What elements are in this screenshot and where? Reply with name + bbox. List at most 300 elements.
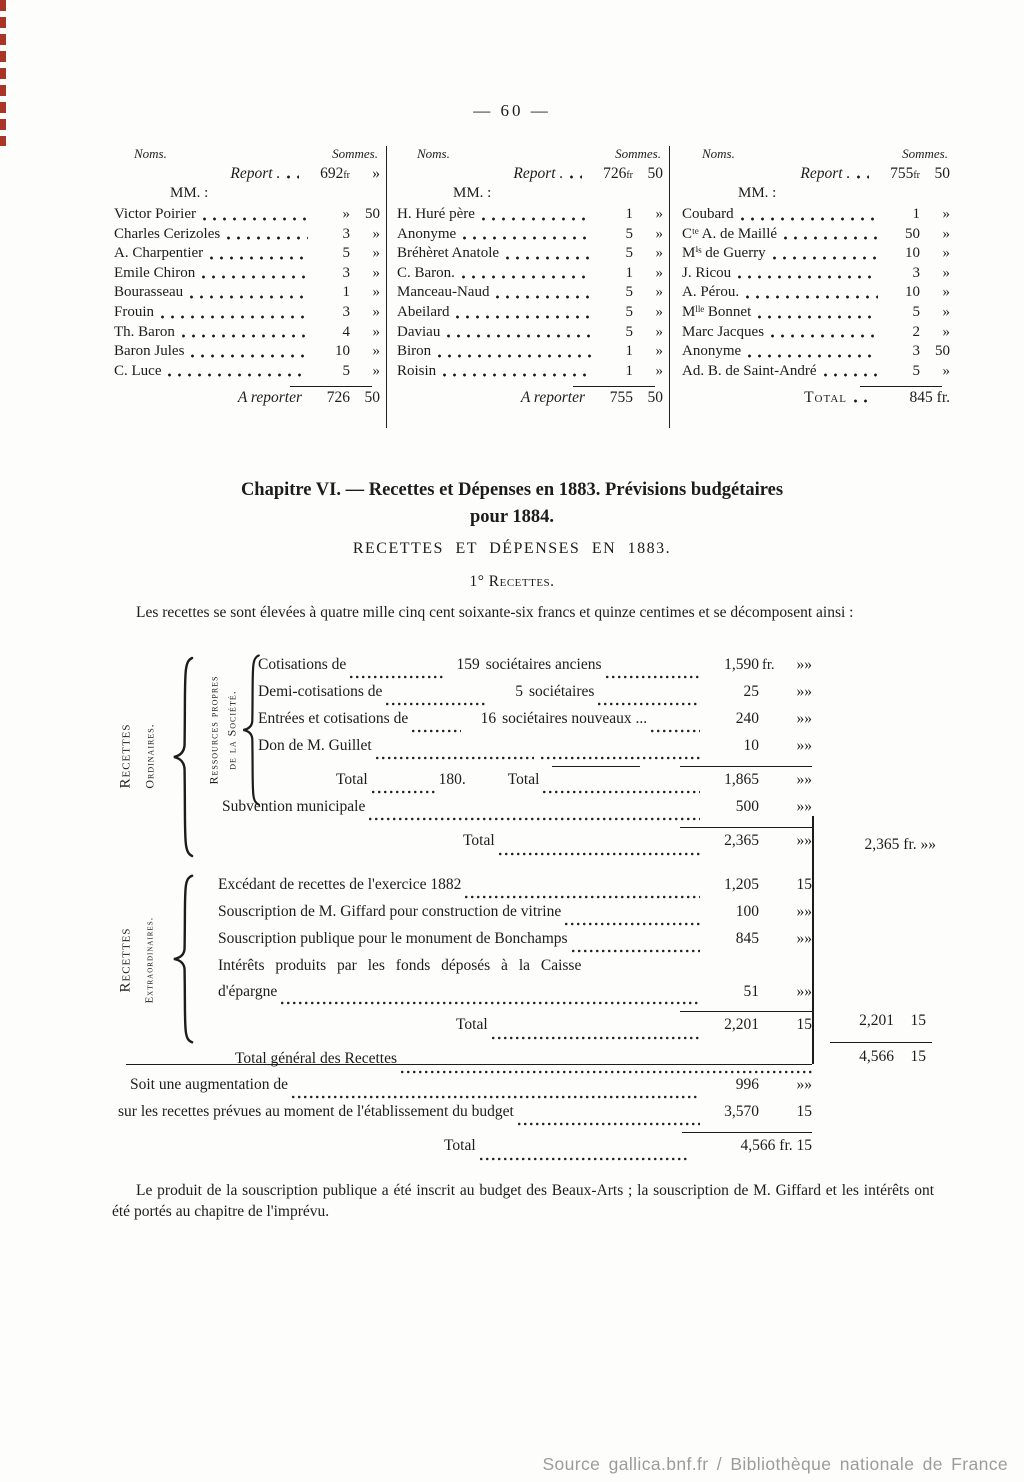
dot-leader: [350, 675, 444, 679]
subscriber-row: [114, 205, 380, 225]
recettes-extraordinaires-label-1: Recettes: [117, 927, 134, 993]
row-label: Excédant de recettes de l'exercice 1882: [218, 876, 462, 893]
augmentation-row-1: [112, 1076, 812, 1103]
dot-leader: [292, 1095, 700, 1099]
augmentation-section: [112, 1076, 812, 1165]
amount-francs: 3: [342, 264, 350, 281]
subscriber-row: [397, 244, 663, 264]
a-reporter-row: [397, 389, 663, 407]
subscriber-row: [682, 264, 950, 284]
total-label: Total: [463, 832, 495, 849]
amount-centimes: »: [655, 343, 663, 360]
row-label: Souscription de M. Giffard pour construction de vitrine: [218, 903, 562, 920]
grand-total-francs: 4,566: [859, 1048, 894, 1065]
amount-francs: 100: [735, 903, 759, 920]
mm-label: MM. :: [170, 185, 209, 201]
page-number: — 60 —: [473, 101, 551, 120]
report-francs: 755: [890, 165, 914, 182]
francs-unit: fr: [913, 170, 920, 181]
section-rule: [126, 1064, 812, 1065]
a-reporter-label: A reporter: [520, 389, 585, 407]
amount-francs: 5: [625, 323, 633, 340]
amount-francs: 1: [912, 206, 920, 222]
amount-francs: 996: [735, 1076, 759, 1093]
subscriber-row: [682, 303, 950, 323]
subscriber-name: Emile Chiron: [114, 264, 196, 281]
dot-leader: [447, 334, 591, 338]
societaires-text: sociétaires nouveaux ...: [502, 710, 648, 727]
subscriber-name: Anonyme: [397, 225, 457, 242]
dot-leader: [565, 922, 700, 926]
a-reporter-label: A reporter: [237, 389, 302, 407]
subscriber-row: [682, 225, 950, 245]
subtotal-label-2: Total: [507, 771, 540, 788]
summary-francs: 2,201: [859, 1012, 894, 1029]
subscriber-name: Coubard: [682, 206, 734, 222]
total-value: 845 fr.: [909, 389, 950, 407]
subscriber-name: Ad. B. de Saint-André: [682, 362, 817, 379]
amount-francs: 50: [905, 225, 920, 242]
subscriber-name: Mⁱˢ de Guerry: [682, 245, 766, 262]
report-centimes: 50: [934, 165, 950, 182]
gallica-source-footer: Source gallica.bnf.fr / Bibliothèque nationale de France: [542, 1454, 1008, 1474]
row-label: sur les recettes prévues au moment de l'établissement du budget: [118, 1103, 514, 1120]
amount-centimes: »: [372, 303, 380, 320]
amount-francs: 5: [342, 245, 350, 262]
subscriber-row: [397, 225, 663, 245]
dot-leader: [606, 675, 700, 679]
dot-leader: [480, 1157, 689, 1161]
amount-francs: 3: [342, 303, 350, 320]
amount-francs: 1: [342, 284, 350, 301]
subtotal-centimes: »»: [796, 771, 812, 788]
amount-centimes: »: [655, 303, 663, 320]
amount-francs: 1,205: [724, 876, 759, 893]
interets-row-line-2: [218, 983, 812, 1009]
dot-leader: [506, 256, 591, 260]
rule-180: [552, 766, 640, 767]
amount-centimes: 50: [365, 206, 380, 222]
recettes-ordinaires-label-1: Recettes: [117, 723, 134, 789]
recette-row: [258, 683, 812, 710]
dot-leader: [443, 373, 591, 377]
dot-leader: [496, 295, 591, 299]
dot-leader: [210, 256, 308, 260]
dot-leader: [541, 756, 700, 760]
sommes-header: Sommes.: [615, 146, 661, 161]
amount-centimes: »»: [796, 930, 812, 947]
grand-total-label: Total général des Recettes: [235, 1050, 398, 1067]
extraordinary-receipts-rows: [218, 876, 812, 1078]
summary-divider: [812, 816, 814, 1064]
subscriber-name: C. Luce: [114, 362, 162, 379]
dot-leader: [462, 275, 591, 279]
subscriber-row: [682, 244, 950, 264]
subtotal-francs: 1,865: [724, 771, 759, 788]
subscriber-row: [114, 303, 380, 323]
dot-leader: [651, 729, 700, 733]
amount-francs: 1: [625, 206, 633, 222]
dot-leader: [227, 236, 308, 240]
augmentation-total-row: [112, 1137, 812, 1165]
report-label: Report .: [800, 165, 851, 182]
dot-leader: [570, 175, 582, 179]
dot-leader: [598, 702, 700, 706]
subscriber-name: Daviau: [397, 323, 441, 340]
amount-francs: 5: [625, 284, 633, 301]
amount-centimes: »: [655, 284, 663, 301]
subtotal-row: [258, 771, 812, 798]
subscriber-list: [114, 205, 380, 381]
amount-centimes: »: [942, 362, 950, 379]
recette-row: [218, 876, 812, 903]
subscription-table: [110, 146, 956, 428]
amount-centimes: »: [655, 323, 663, 340]
subscriber-row: [114, 244, 380, 264]
dot-leader: [748, 354, 878, 358]
subscriber-name: Bourasseau: [114, 284, 184, 301]
summary-centimes: 15: [910, 1012, 926, 1029]
row-label: d'épargne: [218, 983, 278, 1000]
amount-centimes: »: [655, 206, 663, 222]
subscriber-row: [114, 264, 380, 284]
amount-francs: 1,590: [724, 656, 759, 673]
francs-unit: fr.: [762, 657, 775, 673]
amount-centimes: »: [655, 225, 663, 242]
row-label: Demi-cotisations de: [258, 683, 383, 700]
dot-leader: [499, 852, 700, 856]
total-value: 4,566 fr. 15: [740, 1137, 812, 1154]
dot-leader: [168, 373, 308, 377]
dot-leader: [438, 354, 591, 358]
noms-header: Noms.: [134, 146, 167, 161]
total-row: [682, 389, 950, 407]
section-heading: RECETTES ET DÉPENSES EN 1883.: [352, 540, 672, 557]
summary-ordinary: [824, 836, 936, 854]
subscriber-row: [682, 323, 950, 343]
noms-header: Noms.: [417, 146, 450, 161]
dot-leader: [463, 236, 591, 240]
recette-row: [218, 930, 812, 957]
curly-brace-icon: [170, 874, 196, 1044]
rule-money: [682, 1132, 812, 1133]
amount-francs: »: [342, 206, 350, 222]
amount-francs: 3: [912, 264, 920, 281]
summary-value: 2,365 fr. »»: [864, 836, 936, 853]
summary-extraordinary: [824, 1012, 926, 1030]
subscriber-row: [682, 205, 950, 225]
sum-rule-row: [112, 1130, 812, 1137]
amount-centimes: 50: [935, 343, 950, 360]
dot-leader: [465, 895, 700, 899]
recettes-table: [112, 656, 936, 1078]
dot-leader: [572, 949, 700, 953]
subvention-label: Subvention municipale: [222, 798, 366, 815]
column-header: [702, 146, 948, 162]
subscriber-row: [397, 323, 663, 343]
chapter-line-2: pour 1884.: [470, 507, 554, 527]
amount-francs: 3: [912, 343, 920, 360]
report-label: Report .: [513, 165, 564, 182]
dot-leader: [401, 1070, 812, 1074]
amount-francs: 845: [735, 930, 759, 947]
footer-centimes: 50: [364, 389, 380, 407]
dot-leader: [824, 373, 878, 377]
amount-francs: 51: [743, 983, 759, 1000]
row-label: Entrées et cotisations de: [258, 710, 409, 727]
subscriber-name: Charles Cerizoles: [114, 225, 221, 242]
total-francs: 2,201: [724, 1016, 759, 1033]
amount-francs: 10: [905, 284, 920, 301]
subscriber-name: A. Charpentier: [114, 245, 204, 262]
amount-francs: 25: [743, 683, 760, 700]
subvention-centimes: »»: [796, 798, 812, 815]
dot-leader: [161, 315, 308, 319]
amount-centimes: »: [372, 323, 380, 340]
dot-leader: [202, 275, 308, 279]
amount-centimes: »: [942, 284, 950, 301]
dot-leader: [456, 315, 591, 319]
ressources-propres-label-1: Ressources propres: [206, 675, 221, 785]
subscriber-name: Anonyme: [682, 343, 742, 360]
societaires-count: 5: [515, 683, 523, 700]
subvention-row: [222, 798, 812, 825]
subscriber-name: C. Baron.: [397, 264, 455, 281]
extraordinary-total-row: [218, 1016, 812, 1044]
rule-money: [680, 1011, 812, 1012]
dot-leader: [287, 175, 299, 179]
recette-row: [258, 710, 812, 737]
sum-rule-row: [218, 1009, 812, 1016]
mm-label: MM. :: [453, 185, 492, 201]
row-label: Souscription publique pour le monument de Bonchamps: [218, 930, 568, 947]
report-row: [397, 165, 663, 183]
subscriber-row: [114, 225, 380, 245]
dot-leader: [784, 236, 878, 240]
subscriber-row: [682, 362, 950, 382]
recettes-ordinaires-label-2: Ordinaires.: [142, 723, 157, 789]
subscriber-row: [114, 323, 380, 343]
dot-leader: [773, 256, 878, 260]
ordinary-total-row: [258, 832, 812, 860]
sommes-header: Sommes.: [332, 146, 378, 161]
dot-leader: [412, 729, 461, 733]
amount-centimes: »: [655, 264, 663, 281]
dot-leader: [857, 175, 869, 179]
summary-grand-total: [824, 1048, 926, 1066]
row-label: Intérêts produits par les fonds déposés à la Caisse: [218, 957, 582, 974]
amount-centimes: »»: [796, 683, 813, 700]
societaires-text: sociétaires: [529, 683, 595, 700]
societaires-count: 159: [456, 656, 480, 673]
subscriber-name: J. Ricou: [682, 264, 732, 281]
curly-brace-icon: [170, 656, 196, 858]
subscriber-list: [397, 205, 663, 381]
report-centimes: 50: [647, 165, 663, 182]
dot-leader: [369, 817, 700, 821]
chapter-heading: [0, 477, 1024, 531]
subscriber-name: Marc Jacques: [682, 323, 765, 340]
dot-leader: [386, 702, 488, 706]
sum-rule-row: [258, 764, 812, 771]
amount-centimes: »: [942, 245, 950, 262]
amount-francs: 3: [342, 225, 350, 242]
subscriber-name: Biron: [397, 343, 432, 360]
subscriber-row: [682, 283, 950, 303]
report-row: [114, 165, 380, 183]
footer-francs: 726: [326, 389, 350, 407]
amount-francs: 5: [625, 245, 633, 262]
dot-leader: [738, 275, 878, 279]
subscriber-name: Mˡˡᵉ Bonnet: [682, 303, 752, 320]
amount-centimes: »: [372, 343, 380, 360]
footer-francs: 755: [609, 389, 633, 407]
dot-leader: [758, 315, 878, 319]
subsection-heading: 1° Recettes.: [469, 573, 555, 590]
row-label: Don de M. Guillet: [258, 737, 372, 754]
dot-leader: [190, 295, 308, 299]
amount-centimes: »»: [796, 1076, 812, 1093]
subscription-column-2: [387, 146, 670, 428]
subtotal-label-1: Total: [336, 771, 368, 788]
row-label: Cotisations de: [258, 656, 347, 673]
amount-francs: 5: [912, 362, 920, 379]
amount-centimes: »: [372, 284, 380, 301]
subscriber-name: Victor Poirier: [114, 206, 196, 222]
total-centimes: 15: [796, 1016, 812, 1033]
dot-leader: [482, 217, 591, 221]
francs-unit: fr: [343, 170, 350, 181]
dot-leader: [854, 399, 874, 403]
subscriber-name: Roisin: [397, 362, 437, 379]
interets-row-line-1: [218, 957, 812, 983]
amount-francs: 1: [625, 264, 633, 281]
amount-francs: 5: [342, 362, 350, 379]
recette-row: [218, 903, 812, 930]
amount-centimes: »»: [796, 656, 812, 673]
ressources-propres-label-2: de la Société.: [224, 690, 239, 770]
subscriber-row: [397, 362, 663, 382]
extraordinary-list: [218, 876, 812, 957]
mm-label: MM. :: [738, 185, 777, 201]
dot-leader: [376, 756, 535, 760]
rule-money: [680, 827, 812, 828]
amount-centimes: »»: [796, 710, 812, 727]
amount-francs: 2: [912, 323, 920, 340]
dot-leader: [771, 334, 878, 338]
subscriber-name: Abeilard: [397, 303, 450, 320]
societaires-text: sociétaires anciens: [485, 656, 602, 673]
intro-paragraph: Les recettes se sont élevées à quatre mille cinq cent soixante-six francs et quinze centimes et se décomposent ainsi :: [136, 604, 854, 621]
amount-francs: 5: [912, 303, 920, 320]
report-francs: 692: [320, 165, 344, 182]
subscription-column-1: [110, 146, 387, 428]
dot-leader: [182, 334, 308, 338]
amount-centimes: »: [942, 303, 950, 320]
cotisations-list: [258, 656, 812, 764]
subscriber-name: Cᵗᵉ A. de Maillé: [682, 225, 778, 242]
dot-leader: [281, 1001, 700, 1005]
amount-centimes: »»: [796, 983, 812, 1000]
amount-francs: 3,570: [724, 1103, 759, 1120]
sum-rule: [573, 386, 655, 387]
total-label: Total: [804, 389, 847, 407]
subscriber-list: [682, 205, 950, 381]
francs-unit: fr: [626, 170, 633, 181]
subscriber-row: [114, 362, 380, 382]
amount-centimes: »: [942, 264, 950, 281]
report-centimes: »: [372, 165, 380, 182]
subscriber-row: [397, 283, 663, 303]
column-header: [417, 146, 661, 162]
augmentation-row-2: [112, 1103, 812, 1130]
closing-paragraph: Le produit de la souscription publique a été inscrit au budget des Beaux-Arts ; la souscription de M. Giffard et les intérêts ont été portés au chapitre de l'imprévu.: [112, 1182, 934, 1220]
subscriber-name: Baron Jules: [114, 343, 185, 360]
subvention-francs: 500: [735, 798, 759, 815]
societaires-count: 16: [480, 710, 497, 727]
row-label: Soit une augmentation de: [130, 1076, 288, 1093]
subscriber-row: [397, 342, 663, 362]
subscriber-name: H. Huré père: [397, 206, 475, 222]
subscriber-name: Th. Baron: [114, 323, 175, 340]
amount-centimes: »: [655, 245, 663, 262]
amount-centimes: »: [942, 323, 950, 340]
sommes-header: Sommes.: [902, 146, 948, 161]
a-reporter-row: [114, 389, 380, 407]
amount-centimes: »: [372, 245, 380, 262]
amount-francs: 5: [625, 225, 633, 242]
chapter-line-1: Chapitre VI. — Recettes et Dépenses en 1883. Prévisions budgétaires: [240, 480, 784, 500]
subscriber-row: [397, 264, 663, 284]
red-scan-marks: [0, 0, 6, 146]
amount-centimes: 15: [796, 876, 812, 893]
amount-centimes: »: [372, 264, 380, 281]
rule-money: [680, 766, 812, 767]
subscription-column-3: [670, 146, 956, 428]
report-francs: 726: [603, 165, 627, 182]
total-francs: 2,365: [724, 832, 759, 849]
recette-row: [258, 737, 812, 764]
amount-centimes: »: [942, 206, 950, 222]
sum-rule: [290, 386, 372, 387]
amount-centimes: »: [655, 362, 663, 379]
sum-rule: [860, 386, 942, 387]
amount-francs: 10: [743, 737, 759, 754]
recettes-extraordinaires-label-2: Extraordinaires.: [144, 916, 156, 1004]
sum-rule-row: [258, 825, 812, 832]
report-row: [682, 165, 950, 183]
amount-centimes: »: [372, 362, 380, 379]
dot-leader: [741, 217, 878, 221]
dot-leader: [543, 790, 700, 794]
grand-total-centimes: 15: [910, 1048, 926, 1065]
amount-francs: 1: [625, 343, 633, 360]
amount-centimes: »»: [796, 903, 812, 920]
amount-centimes: »: [942, 225, 950, 242]
subscriber-name: Frouin: [114, 303, 155, 320]
amount-centimes: »»: [796, 737, 812, 754]
dot-leader: [492, 1036, 700, 1040]
subscriber-row: [397, 303, 663, 323]
amount-francs: 10: [335, 343, 350, 360]
amount-francs: 10: [905, 245, 920, 262]
subtotal-count: 180.: [438, 771, 466, 788]
subscriber-row: [397, 205, 663, 225]
total-label: Total: [456, 1016, 488, 1033]
subscriber-name: Manceau-Naud: [397, 284, 490, 301]
noms-header: Noms.: [702, 146, 735, 161]
amount-francs: 240: [735, 710, 759, 727]
